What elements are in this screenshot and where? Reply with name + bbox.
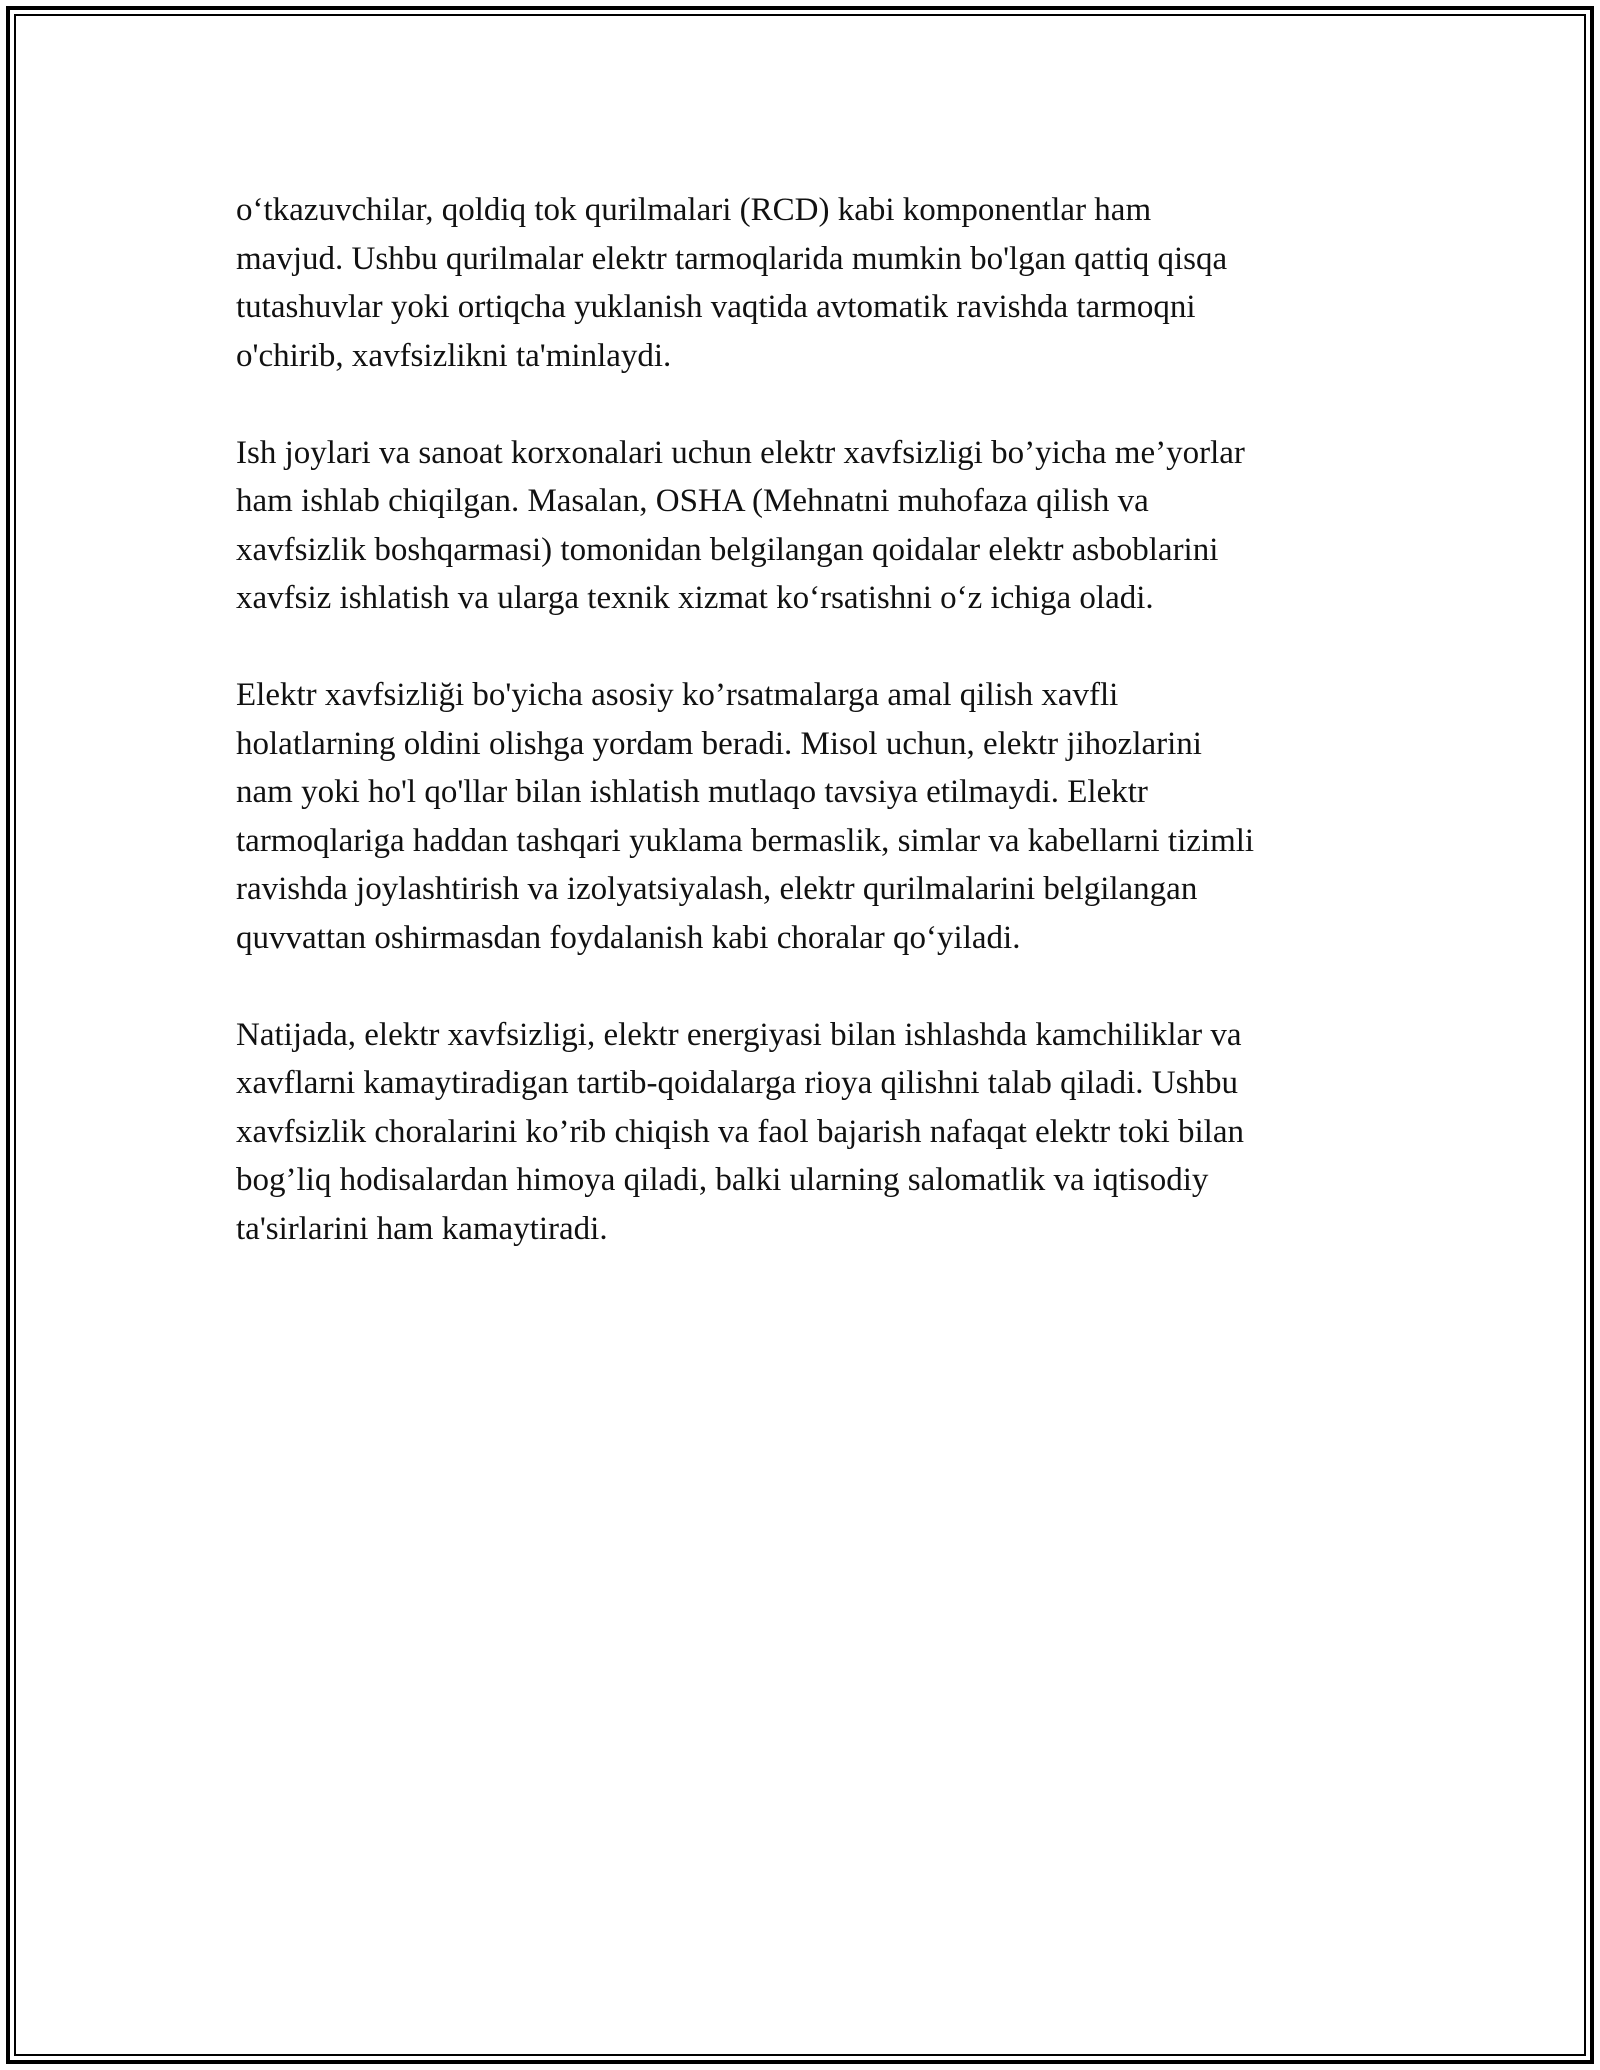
paragraph-1 [236, 186, 1384, 380]
text-line: nam yoki ho'l qo'llar bilan ishlatish mutlaqo tavsiya etilmaydi. Elektr [236, 774, 1148, 810]
text-line: xavfsizlik choralarini ko’rib chiqish va faol bajarish nafaqat elektr toki bilan [236, 1113, 1244, 1150]
document-body [236, 186, 1384, 1302]
paragraph-2 [236, 429, 1384, 623]
text-line: ham ishlab chiqilgan. Masalan, OSHA (Mehnatni muhofaza qilish va [236, 483, 1149, 519]
text-line: xavfsiz ishlatish va ularga texnik xizmat ko‘rsatishni o‘z ichiga oladi. [236, 580, 1154, 616]
text-line: holatlarning oldini olishga yordam beradi. Misol uchun, elektr jihozlarini [236, 725, 1202, 762]
text-line: quvvattan oshirmasdan foydalanish kabi choralar qo‘yiladi. [236, 919, 1021, 956]
text-line: bog’liq hodisalardan himoya qiladi, balki ularning salomatlik va iqtisodiy [236, 1162, 1209, 1198]
text-line: xavflarni kamaytiradigan tartib-qoidalarga rioya qilishni talab qiladi. Ushbu [236, 1065, 1238, 1101]
text-line: Ish joylari va sanoat korxonalari uchun elektr xavfsizligi bo’yicha me’yorlar [236, 434, 1245, 471]
text-line: tarmoqlariga haddan tashqari yuklama bermaslik, simlar va kabellarni tizimli [236, 822, 1255, 859]
text-line: ta'sirlarini ham kamaytiradi. [236, 1210, 608, 1247]
paragraph-3 [236, 671, 1384, 962]
paragraph-4 [236, 1011, 1384, 1254]
text-line: xavfsizlik boshqarmasi) tomonidan belgilangan qoidalar elektr asboblarini [236, 531, 1219, 568]
text-line: Elektr xavfsizliği bo'yicha asosiy ko’rsatmalarga amal qilish xavfli [236, 677, 1119, 713]
text-line: o‘tkazuvchilar, qoldiq tok qurilmalari (RCD) kabi komponentlar ham [236, 192, 1152, 228]
text-line: o'chirib, xavfsizlikni ta'minlaydi. [236, 337, 672, 374]
text-line: ravishda joylashtirish va izolyatsiyalash, elektr qurilmalarini belgilangan [236, 871, 1198, 907]
text-line: mavjud. Ushbu qurilmalar elektr tarmoqlarida mumkin bo'lgan qattiq qisqa [236, 240, 1228, 277]
text-line: Natijada, elektr xavfsizligi, elektr energiyasi bilan ishlashda kamchiliklar va [236, 1016, 1242, 1053]
text-line: tutashuvlar yoki ortiqcha yuklanish vaqtida avtomatik ravishda tarmoqni [236, 289, 1196, 325]
